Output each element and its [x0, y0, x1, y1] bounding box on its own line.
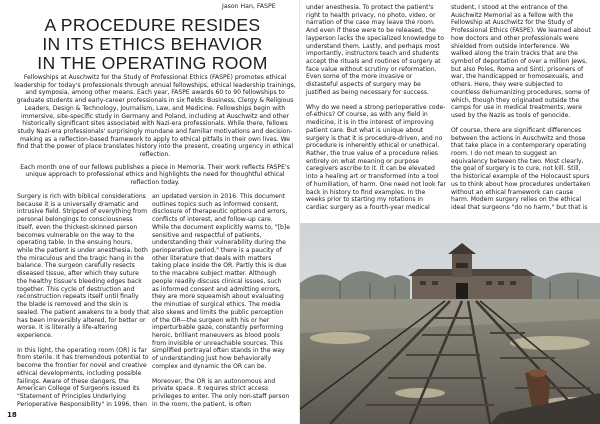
body-paragraph: Moreover, the OR is an autonomous and private space. It requires strict access privileges to enter. The only non-staff person in the room, the patient, is often [152, 377, 290, 408]
body-paragraph: an updated version in 2016. This document outlines topics such as informed consent, disclosure of therapeutic options and errors, conflicts of interest, and follow-up care. While the document explicitly warns to, "[b]e sensitive and respectful of patients, understanding their vulnerability during the perioperative period," there is a paucity of other literature that deals with matters taking place inside the OR. Partly this is due to the macabre subject matter. Although people readily discuss clinical issues, such as informed consent and admitting errors, they are more squeamish about evaluating the minutiae of surgical ethics. The media also skews and limits the public perception of the OR—the surgeon with his or her imperturbable gaze, constantly performing heroic, brilliant maneuvers as blood pools from invisible or unreachable sources. This simplified portrayal often stands in the way of understanding just how behaviorally complex and dynamic the OR can be. [152, 193, 291, 370]
title-line: IN THE OPERATING ROOM [37, 53, 268, 73]
body-column-3 [306, 4, 446, 219]
article-title [10, 16, 295, 73]
author-header: Jason Han, FASPE [222, 3, 276, 10]
body-column-1 [17, 193, 150, 415]
body-paragraph: Surgery is rich with biblical considerations because it is a universally dramatic and intrusive field. Stripped of everything from personal belongings to consciousness itself, even the thickest-skinned person becomes vulnerable on the way to the operating table. In the ensuing hours, while the patient is under anesthesia, both the miraculous and the tragic hang in the balance. The surgeon carefully resects diseased tissue, after which they suture the healthy tissue's bleeding edges back together. This cycle of destruction and reconstruction repeats itself until finally the blade is removed and the skin is sealed. The patient awakens to a body that has been irreversibly altered, for better or worse. It is literally a life-altering experience. [17, 193, 150, 339]
railway-tracks-photo [300, 223, 600, 424]
body-paragraph: Why do we need a strong perioperative code-of-ethics? Of course, as with any field in medicine, it is in the interest of improving patient care. But what is unique about surgery is that it is procedure-driven, and no procedure is inherently ethical or unethical. Rather, the true value of a procedure relies entirely on what meaning or purpose caregivers ascribe to it. It can be elevated into a healing art or transformed into a tool of humiliation, of harm. One need not look far back in history to find examples. In the weeks prior to starting my rotations in cardiac surgery as a fourth-year medical [306, 103, 446, 211]
body-paragraph: In this light, the operating room (OR) is far from sterile. It has tremendous potential to become the frontier for novel and creative ethical developments, including possible failings. Aware of these dangers, the American College of Surgeons issued its "Statement of Principles Underlying Perioperative Responsibility" in 1996, then [17, 346, 149, 408]
intro-paragraph: Fellowships at Auschwitz for the Study of Professional Ethics (FASPE) promotes ethical leadership for today's professionals through annual fellowships, ethical leadership trainings, and symposia, among other means. Each year, FASPE awards 60 to 90 fellowships to graduate students and early-career professionals in six fields: Business, Clergy & Religious Leaders, Design & Technology, Journalism, Law, and Medicine. Fellowships begin with immersive, site-specific study in Germany and Poland, including at Auschwitz and other historically significant sites associated with Nazi-era professionals. While there, fellows study Nazi-era professionals' surprisingly mundane and familiar motivations and decision-making as a reflection-based framework to apply to ethical pitfalls in their own lives. We find that the power of place translates history into the present, creating urgency in ethical reflection. [14, 74, 296, 159]
body-paragraph: Of course, there are significant differences between the actions in Auschwitz and those that take place in a contemporary operating room. I do not mean to suggest an equivalency between the two. Most clearly, the goal of surgery is to cure, not kill. Still, the historical example of the Holocaust spurs us to think about how procedures undertaken without an ethical framework can cause harm. Modern surgery relies on the ethical ideal that surgeons "do no harm," but that is [451, 126, 591, 211]
title-line: A PROCEDURE RESIDES [44, 15, 261, 35]
body-column-4 [451, 4, 591, 219]
body-paragraph: under anesthesia. To protect the patient's right to health privacy, no photo, video, or narration of the case may leave the room. And even if these were to be released, the layperson lacks the specialized knowledge to understand them. Lastly, and perhaps most importantly, instructors teach and students accept the rituals and routines of surgery at face value without scrutiny or reformation. Even some of the more invasive or distasteful aspects of surgery may be justified as being necessary for success. [306, 4, 445, 96]
intro-blurb [14, 74, 296, 192]
title-line: IN ITS ETHICS BEHAVIOR [42, 34, 263, 54]
page-number: 18 [7, 411, 17, 419]
intro-paragraph: Each month one of our fellows publishes a piece in Memoria. Their work reflects FASPE's unique approach to professional ethics and highlights the need for thoughtful ethical reflection today. [20, 163, 290, 187]
body-paragraph: student, I stood at the entrance of the Auschwitz Memorial as a fellow with the Fellowship at Auschwitz for the Study of Professional Ethics (FASPE). We learned about how doctors and other professionals were shielded from outside interference. We walked along the train tracks that are the symbol of deportation of over a million Jews, but also Poles, Roma and Sinti, prisoners of war, the handicapped or homosexuals, and others. Here, they were subjected to countless dehumanizing procedures, some of which, though they originated outside the camps for use in medical treatments, were used by the Nazis as tools of genocide. [451, 4, 591, 120]
body-column-2 [152, 193, 290, 415]
